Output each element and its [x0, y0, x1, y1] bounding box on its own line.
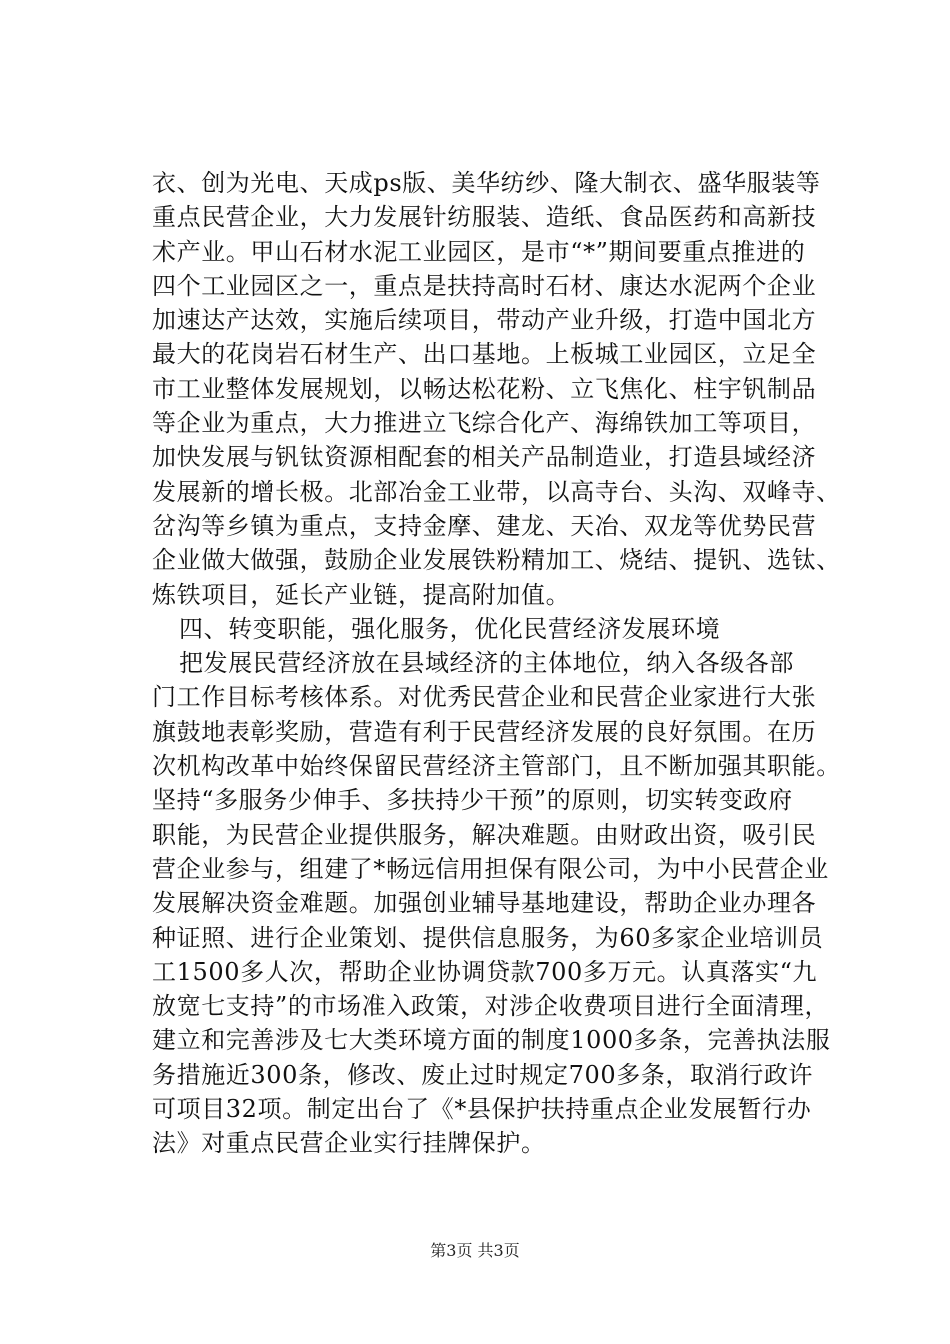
text-line: 最大的花岗岩石材生产、出口基地。上板城工业园区，立足全 [152, 340, 817, 369]
text-line: 放宽七支持”的市场准入政策，对涉企收费项目进行全面清理， [152, 992, 830, 1021]
text-line: 衣、创为光电、天成ps版、美华纺纱、隆大制衣、盛华服装等 [152, 169, 821, 197]
text-line: 种证照、进行企业策划、提供信息服务，为60多家企业培训员 [152, 923, 824, 952]
text-line: 四个工业园区之一，重点是扶持高时石材、康达水泥两个企业 [152, 271, 817, 300]
text-line: 市工业整体发展规划，以畅达松花粉、立飞焦化、柱宇钒制品 [152, 374, 817, 403]
body-text [152, 166, 841, 1161]
text-line: 炼铁项目，延长产业链，提高附加值。 [152, 580, 571, 609]
text-line: 旗鼓地表彰奖励，营造有利于民营经济发展的良好氛围。在历 [152, 717, 817, 746]
text-line: 建立和完善涉及七大类环境方面的制度1000多条，完善执法服 [152, 1026, 831, 1055]
text-line: 等企业为重点，大力推进立飞综合化产、海绵铁加工等项目， [152, 409, 817, 438]
text-line: 发展新的增长极。北部冶金工业带，以高寺台、头沟、双峰寺、 [152, 477, 841, 506]
text-line: 加速达产达效，实施后续项目，带动产业升级，打造中国北方 [152, 306, 817, 335]
text-line: 职能，为民营企业提供服务，解决难题。由财政出资，吸引民 [152, 820, 817, 849]
text-line: 重点民营企业，大力发展针纺服装、造纸、食品医药和高新技 [152, 203, 817, 232]
text-line: 营企业参与，组建了*畅远信用担保有限公司，为中小民营企业 [152, 854, 829, 883]
text-line: 工1500多人次，帮助企业协调贷款700多万元。认真落实“九 [152, 957, 818, 986]
text-line: 可项目32项。制定出台了《*县保护扶持重点企业发展暂行办 [152, 1095, 812, 1124]
text-line: 术产业。甲山石材水泥工业园区，是市“*”期间要重点推进的 [152, 237, 806, 266]
text-line: 门工作目标考核体系。对优秀民营企业和民营企业家进行大张 [152, 683, 817, 712]
text-line: 把发展民营经济放在县域经济的主体地位，纳入各级各部 [179, 649, 794, 678]
page-number: 第3页 共3页 [430, 1241, 520, 1260]
section-heading: 四、转变职能，强化服务，优化民营经济发展环境 [179, 614, 721, 643]
text-line: 企业做大做强，鼓励企业发展铁粉精加工、烧结、提钒、选钛、 [152, 546, 841, 575]
text-line: 岔沟等乡镇为重点，支持金摩、建龙、天冶、双龙等优势民营 [152, 511, 817, 540]
text-line: 次机构改革中始终保留民营经济主管部门，且不断加强其职能。 [152, 752, 841, 781]
text-line: 坚持“多服务少伸手、多扶持少干预”的原则，切实转变政府 [152, 786, 793, 815]
text-line: 加快发展与钒钛资源相配套的相关产品制造业，打造县域经济 [152, 443, 817, 472]
text-line: 法》对重点民营企业实行挂牌保护。 [152, 1129, 546, 1158]
text-line: 发展解决资金难题。加强创业辅导基地建设，帮助企业办理各 [152, 889, 817, 918]
text-line: 务措施近300条，修改、废止过时规定700多条，取消行政许 [152, 1060, 814, 1089]
